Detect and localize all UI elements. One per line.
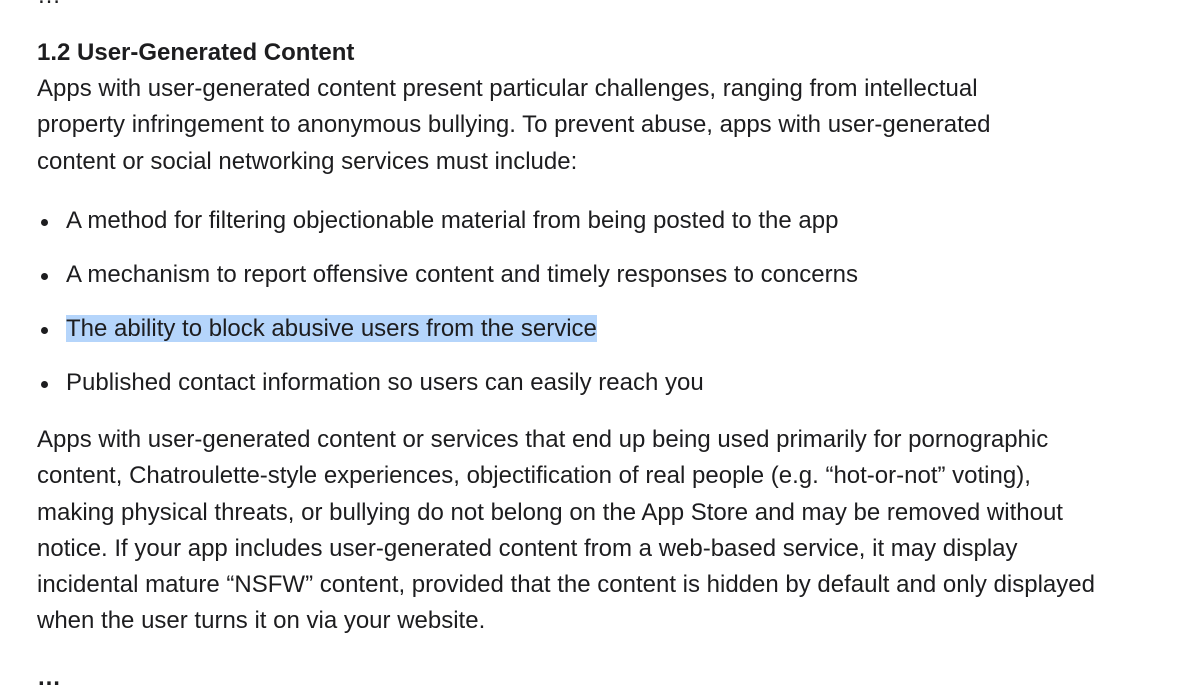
list-item <box>37 311 858 365</box>
list-item-text[interactable]: Published contact information so users can easily reach you <box>66 369 704 396</box>
list-item-text[interactable]: A method for filtering objectionable material from being posted to the app <box>66 207 839 234</box>
list-item-text[interactable]: A mechanism to report offensive content and timely responses to concerns <box>66 261 858 288</box>
list-item <box>37 365 858 419</box>
cut-off-text-bottom: … <box>37 664 61 691</box>
section-title: 1.2 User-Generated Content <box>37 39 355 66</box>
selected-text[interactable]: The ability to block abusive users from the service <box>66 315 597 342</box>
requirements-list <box>37 203 858 419</box>
list-item <box>37 257 858 311</box>
list-item <box>37 203 858 257</box>
intro-paragraph: Apps with user-generated content present particular challenges, ranging from intellectual property infringement to anonymous bullying. To prevent abuse, apps with user-generated content or social networking services must include: <box>37 75 991 175</box>
closing-paragraph: Apps with user-generated content or services that end up being used primarily for pornographic content, Chatroulette-style experiences, objectification of real people (e.g. “hot-or-not” voting), making physical threats, or bullying do not belong on the App Store and may be removed without notice. If your app includes user-generated content from a web-based service, it may display incidental mature “NSFW” content, provided that the content is hidden by default and only displayed when the user turns it on via your website. <box>37 426 1095 635</box>
cut-off-text-top <box>37 0 61 14</box>
